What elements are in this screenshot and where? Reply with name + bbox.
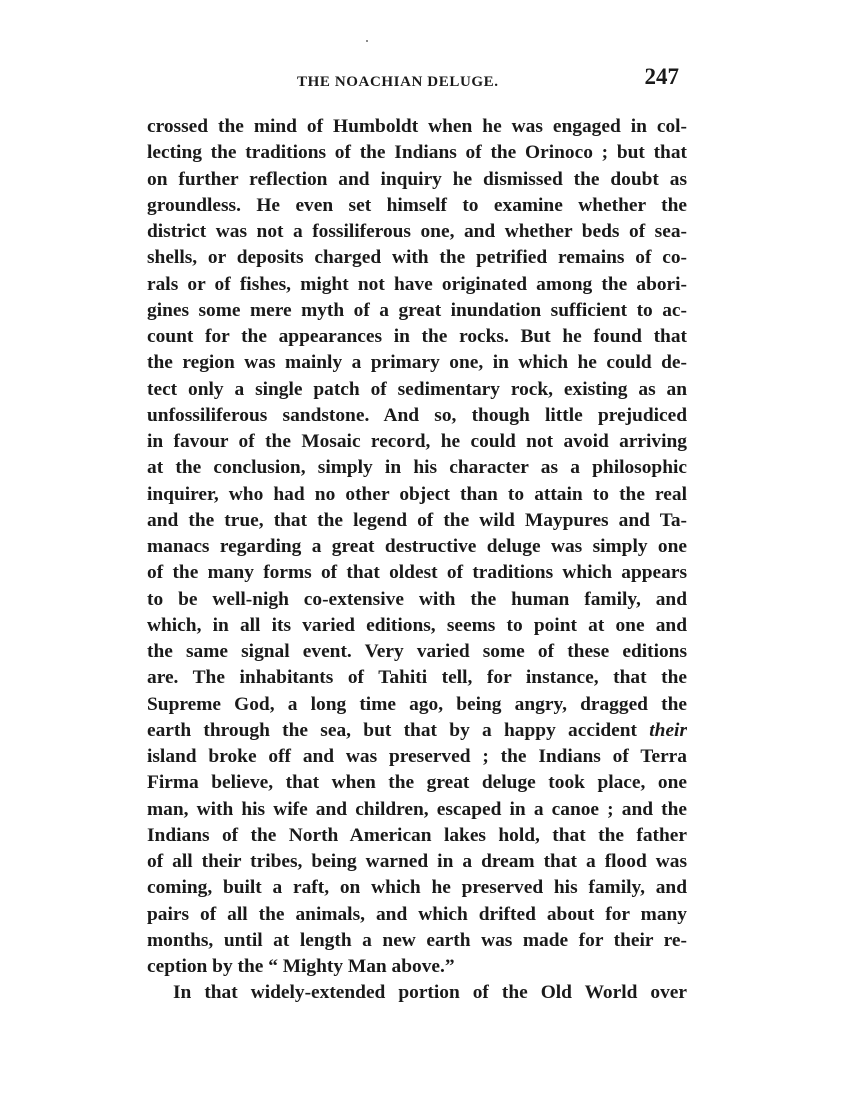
text-line: pairs of all the animals, and which drifted about for many	[147, 903, 687, 925]
text-line: shells, or deposits charged with the petrified remains of co-	[147, 247, 687, 269]
text-line-lead: earth through the sea, but that by a happy accident	[147, 719, 637, 741]
text-line: coming, built a raft, on which he preserved his family, and	[147, 877, 687, 899]
text-line: manacs regarding a great destructive deluge was simply one	[147, 536, 687, 557]
text-line: rals or of fishes, might not have originated among the abori-	[147, 273, 687, 295]
text-line-with-italic	[147, 718, 687, 744]
text-line: at the conclusion, simply in his character as a philosophic	[147, 457, 687, 479]
print-speck	[366, 40, 368, 42]
body-text	[147, 114, 687, 1007]
text-line: Firma believe, that when the great deluge took place, one	[147, 772, 687, 794]
text-line: are. The inhabitants of Tahiti tell, for instance, that the	[147, 667, 687, 689]
text-line-paragraph-end: ception by the “ Mighty Man above.”	[147, 956, 455, 977]
text-line: Supreme God, a long time ago, being angry, dragged the	[147, 693, 687, 715]
text-line: district was not a fossiliferous one, and whether beds of sea-	[147, 221, 687, 242]
text-line: count for the appearances in the rocks. But he found that	[147, 326, 687, 347]
text-line: in favour of the Mosaic record, he could not avoid arriving	[147, 431, 687, 452]
text-line: Indians of the North American lakes hold, that the father	[147, 824, 687, 846]
text-line: which, in all its varied editions, seems to point at one and	[147, 614, 687, 636]
text-line: lecting the traditions of the Indians of the Orinoco ; but that	[147, 142, 687, 164]
text-line: of the many forms of that oldest of traditions which appears	[147, 562, 687, 584]
text-line: gines some mere myth of a great inundation sufficient to ac-	[147, 299, 687, 321]
text-line: months, until at length a new earth was made for their re-	[147, 929, 687, 951]
running-head	[147, 62, 687, 92]
text-line: island broke off and was preserved ; the Indians of Terra	[147, 746, 687, 767]
text-line: inquirer, who had no other object than to attain to the real	[147, 483, 687, 505]
text-line: to be well-nigh co-extensive with the human family, and	[147, 588, 687, 610]
text-line: man, with his wife and children, escaped in a canoe ; and the	[147, 798, 687, 820]
text-line: of all their tribes, being warned in a dream that a flood was	[147, 851, 687, 872]
page-number: 247	[644, 64, 679, 89]
text-line: unfossiliferous sandstone. And so, though little prejudiced	[147, 404, 687, 426]
text-line: crossed the mind of Humboldt when he was engaged in col-	[147, 116, 687, 137]
text-line: tect only a single patch of sedimentary rock, existing as an	[147, 378, 687, 400]
text-line: the same signal event. Very varied some of these editions	[147, 641, 687, 662]
text-line: and the true, that the legend of the wild Maypures and Ta-	[147, 509, 687, 531]
italic-emphasis: their	[649, 719, 687, 741]
text-line: the region was mainly a primary one, in which he could de-	[147, 352, 687, 374]
text-line-paragraph-start: In that widely-extended portion of the Old World over	[173, 982, 687, 1004]
running-title: THE NOACHIAN DELUGE.	[297, 74, 499, 90]
text-line: groundless. He even set himself to examine whether the	[147, 194, 687, 216]
text-line: on further reflection and inquiry he dismissed the doubt as	[147, 168, 687, 190]
